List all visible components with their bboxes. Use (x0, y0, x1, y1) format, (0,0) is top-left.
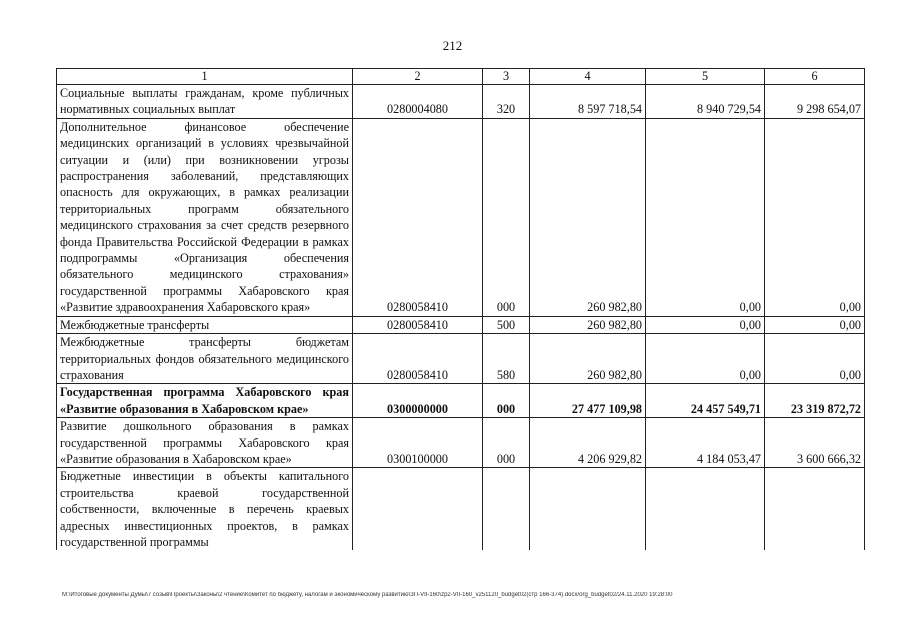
header-cell: 6 (765, 69, 865, 85)
row-amount-col6: 3 600 666,32 (765, 418, 865, 468)
row-amount-col4: 260 982,80 (530, 334, 646, 384)
table-row (57, 118, 865, 316)
footer-file-path: M:\Итоговые документы Думы\7 созыв\Проекты\Законы\2 чтение\Комитет по бюджету, налогам и экономическому развитию\ЗП-VII-160\zp2-VII-160_v251120_budget02(стр 166-374).docx/org_budget02/24.11.2020 19:28:00 (62, 592, 673, 598)
header-cell: 1 (57, 69, 353, 85)
row-expense-type (483, 468, 530, 551)
row-amount-col5: 0,00 (646, 316, 765, 333)
row-description: Межбюджетные трансферты (57, 316, 353, 333)
row-amount-col4 (530, 468, 646, 551)
row-amount-col6: 0,00 (765, 118, 865, 316)
row-amount-col5: 0,00 (646, 334, 765, 384)
row-amount-col4: 260 982,80 (530, 316, 646, 333)
header-cell: 3 (483, 69, 530, 85)
row-expense-type: 500 (483, 316, 530, 333)
row-target-code: 0280058410 (353, 118, 483, 316)
table-row (57, 334, 865, 384)
table-header-row (57, 69, 865, 85)
header-cell: 2 (353, 69, 483, 85)
row-expense-type: 320 (483, 85, 530, 119)
row-amount-col5: 8 940 729,54 (646, 85, 765, 119)
row-amount-col6: 9 298 654,07 (765, 85, 865, 119)
table-row (57, 468, 865, 551)
row-description: Бюджетные инвестиции в объекты капитального строительства краевой государственной собственности, включенные в перечень краевых адресных инвестиционных проектов, в рамках государственной программы (57, 468, 353, 551)
row-amount-col6: 0,00 (765, 316, 865, 333)
row-amount-col5 (646, 468, 765, 551)
row-amount-col5: 4 184 053,47 (646, 418, 765, 468)
table-row (57, 316, 865, 333)
row-description: Межбюджетные трансферты бюджетам территориальных фондов обязательного медицинского страхования (57, 334, 353, 384)
row-expense-type: 000 (483, 118, 530, 316)
row-description: Дополнительное финансовое обеспечение медицинских организаций в условиях чрезвычайной ситуации и (или) при возникновении угрозы распространения заболеваний, представляющих опасность для окружающих, в рамках реализации территориальных программ обязательного медицинского страхования за счет средств резервного фонда Правительства Российской Федерации в рамках подпрограммы «Организация обеспечения обязательного медицинского страхования» государственной программы Хабаровского края «Развитие здравоохранения Хабаровского края» (57, 118, 353, 316)
row-description: Развитие дошкольного образования в рамках государственной программы Хабаровского края «Развитие образования в Хабаровском крае» (57, 418, 353, 468)
row-expense-type: 000 (483, 384, 530, 418)
page-number: 212 (442, 38, 463, 53)
row-amount-col4: 27 477 109,98 (530, 384, 646, 418)
row-expense-type: 000 (483, 418, 530, 468)
row-target-code: 0280058410 (353, 334, 483, 384)
row-amount-col4: 4 206 929,82 (530, 418, 646, 468)
row-target-code (353, 468, 483, 551)
table-row (57, 384, 865, 418)
row-amount-col5: 0,00 (646, 118, 765, 316)
row-amount-col5: 24 457 549,71 (646, 384, 765, 418)
row-target-code: 0280004080 (353, 85, 483, 119)
row-expense-type: 580 (483, 334, 530, 384)
row-amount-col6 (765, 468, 865, 551)
row-amount-col4: 8 597 718,54 (530, 85, 646, 119)
row-amount-col4: 260 982,80 (530, 118, 646, 316)
row-target-code: 0300100000 (353, 418, 483, 468)
header-cell: 4 (530, 69, 646, 85)
row-target-code: 0280058410 (353, 316, 483, 333)
table-row (57, 418, 865, 468)
row-target-code: 0300000000 (353, 384, 483, 418)
row-description: Государственная программа Хабаровского края «Развитие образования в Хабаровском крае» (57, 384, 353, 418)
row-amount-col6: 0,00 (765, 334, 865, 384)
table-row (57, 85, 865, 119)
row-description: Социальные выплаты гражданам, кроме публичных нормативных социальных выплат (57, 85, 353, 119)
header-cell: 5 (646, 69, 765, 85)
row-amount-col6: 23 319 872,72 (765, 384, 865, 418)
budget-table (56, 68, 865, 550)
